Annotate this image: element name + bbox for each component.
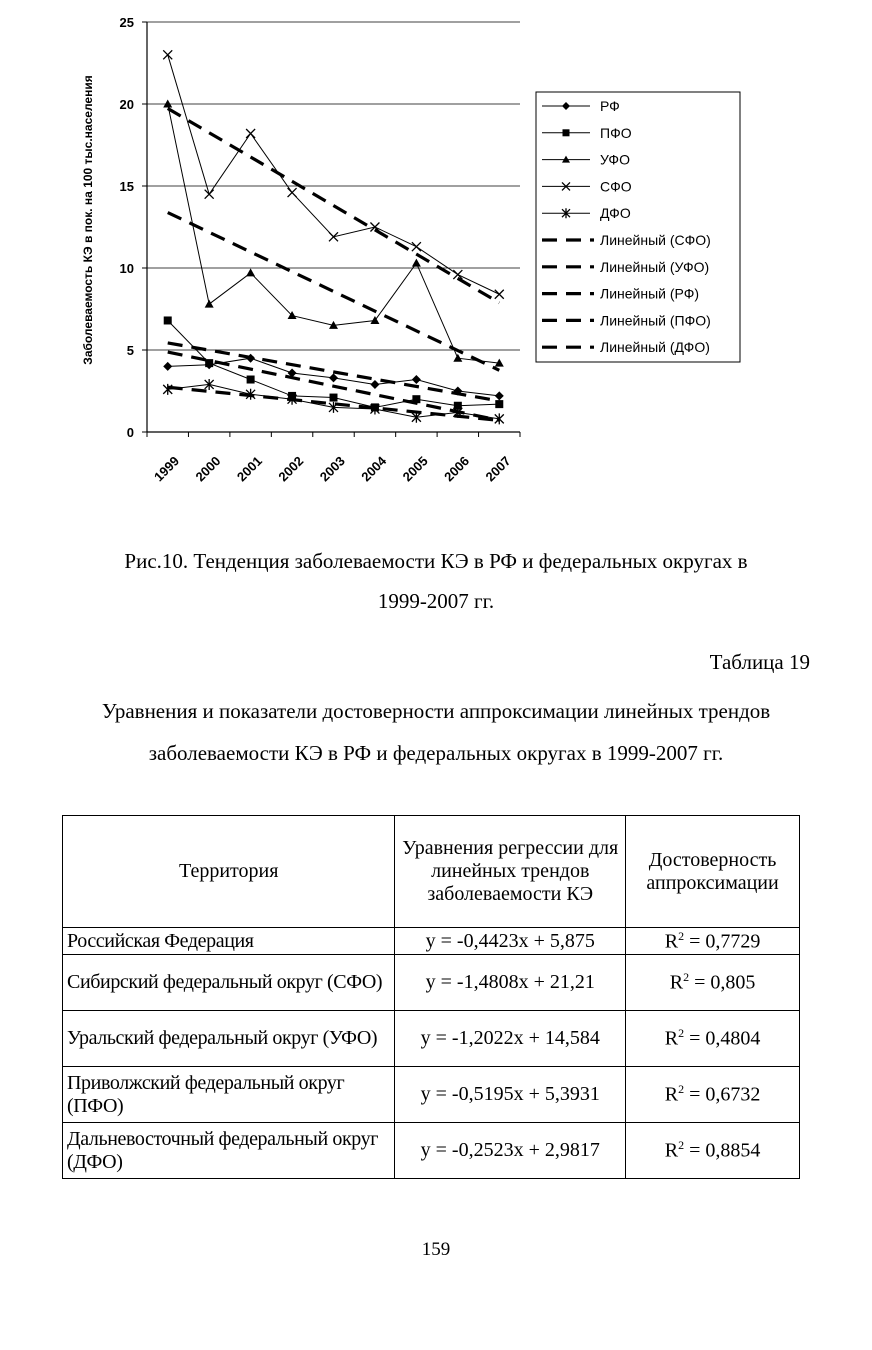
r2-equals: = [684,1139,706,1162]
square-marker [330,394,338,402]
r2-value: 0,805 [710,971,756,994]
r2-superscript: 2 [678,928,685,943]
table-row [63,1067,800,1123]
triangle-marker [412,259,421,267]
table-title-line-1: Уравнения и показатели достоверности аппроксимации линейных трендов [101,699,771,723]
r2-prefix: R [664,1139,679,1162]
series-line [168,384,500,418]
table-row [63,955,800,1011]
r-squared-cell [626,1011,800,1067]
r-squared-cell [626,928,800,955]
x-tick-label: 2002 [275,453,307,485]
x-marker [163,50,172,59]
x-marker [495,290,504,299]
y-tick-label: 0 [126,425,134,440]
diamond-marker [329,373,338,382]
territory-cell: Дальневосточный федеральный округ (ДФО) [63,1123,395,1179]
r-squared-cell [626,1067,800,1123]
legend-label: Линейный (УФО) [600,258,710,275]
r2-prefix: R [669,971,684,994]
legend-label: РФ [600,98,620,114]
x-marker [453,270,462,279]
square-marker [412,395,420,403]
header-approximation: Достоверность аппроксимации [626,816,800,928]
x-tick-label: 2005 [399,453,431,485]
territory-cell: Сибирский федеральный округ (СФО) [63,955,395,1011]
diamond-marker [412,375,421,384]
figure-caption [60,541,812,621]
x-tick-label: 2004 [358,453,390,485]
table-row [63,928,800,955]
r-squared-cell [626,1123,800,1179]
r-squared-cell [626,955,800,1011]
legend-label: ПФО [600,124,632,141]
equation-cell: y = -1,4808x + 21,21 [395,955,626,1011]
square-marker [205,359,213,367]
legend-label: Линейный (ДФО) [600,339,710,356]
legend-label: Линейный (РФ) [600,285,699,302]
square-marker [247,376,255,384]
y-axis-label: Заболеваемость КЭ в пок. на 100 тыс.населения [81,75,95,365]
x-marker [288,188,297,197]
diamond-marker [163,362,172,371]
x-tick-label: 2000 [192,453,224,485]
trend-line [168,108,500,302]
legend-label: УФО [600,151,630,168]
series-line [168,55,500,294]
equation-cell: y = -1,2022x + 14,584 [395,1011,626,1067]
territory-cell: Уральский федеральный округ (УФО) [63,1011,395,1067]
territory-cell: Российская Федерация [63,928,395,955]
r2-value: 0,6732 [705,1083,761,1106]
triangle-marker [453,354,462,362]
x-tick-label: 2007 [482,453,514,485]
header-territory: Территория [63,816,395,928]
table-row [63,1011,800,1067]
r2-equals: = [684,930,706,953]
legend-label: ДФО [600,205,631,222]
legend-label: СФО [600,178,632,195]
series-СФО [163,50,504,298]
x-tick-label: 1999 [151,453,183,485]
equation-cell: y = -0,5195x + 5,3931 [395,1067,626,1123]
r2-prefix: R [664,1027,679,1050]
r2-value: 0,7729 [705,930,761,953]
r2-superscript: 2 [683,970,690,985]
chart-grid [147,22,520,350]
y-tick-label: 15 [119,179,134,194]
x-tick-labels [151,453,514,485]
triangle-marker [370,316,379,324]
table-title-line-2: заболеваемости КЭ в РФ и федеральных округах в 1999-2007 гг. [148,741,724,765]
triangle-marker [246,268,255,276]
table-label: Таблица 19 [709,650,810,674]
equation-cell: y = -0,4423x + 5,875 [395,928,626,955]
equation-cell: y = -0,2523x + 2,9817 [395,1123,626,1179]
figure-caption-line-2: 1999-2007 гг. [377,589,495,613]
table-title [40,690,832,774]
r2-value: 0,8854 [705,1139,761,1162]
x-tick-label: 2003 [316,453,348,485]
figure-caption-line-1: Рис.10. Тенденция заболеваемости КЭ в РФ и федеральных округах в [124,549,748,573]
r2-equals: = [689,971,711,994]
y-tick-label: 5 [126,343,134,358]
table-header-row [63,816,800,928]
chart-legend [536,92,740,362]
x-tick-label: 2001 [233,453,265,485]
x-marker [246,129,255,138]
data-series [163,50,504,424]
y-tick-label: 25 [119,15,134,30]
square-marker [563,129,570,136]
x-marker [329,232,338,241]
triangle-marker [163,100,172,108]
diamond-marker [370,380,379,389]
diamond-marker [246,354,255,363]
regression-table [62,815,800,1179]
r2-superscript: 2 [678,1138,685,1153]
table-body [63,928,800,1179]
x-marker [205,190,214,199]
territory-cell: Приволжский федеральный округ (ПФО) [63,1067,395,1123]
x-tick-label: 2006 [441,453,473,485]
incidence-chart [0,0,872,520]
r2-prefix: R [664,930,679,953]
y-tick-labels [120,15,134,440]
triangle-marker [205,300,214,308]
square-marker [164,316,172,324]
header-equation: Уравнения регрессии для линейных трендов заболеваемости КЭ [395,816,626,928]
y-tick-label: 10 [119,261,134,276]
r2-value: 0,4804 [705,1027,761,1050]
r2-equals: = [684,1027,706,1050]
r2-equals: = [684,1083,706,1106]
chart-axes [142,22,520,437]
square-marker [495,400,503,408]
x-marker [412,242,421,251]
r2-superscript: 2 [678,1026,685,1041]
table-row [63,1123,800,1179]
r2-superscript: 2 [678,1082,685,1097]
legend-label: Линейный (СФО) [600,232,711,248]
r2-prefix: R [664,1083,679,1106]
page-number: 159 [421,1239,451,1260]
diamond-marker [495,391,504,400]
legend-label: Линейный (ПФО) [600,312,711,329]
y-tick-label: 20 [119,97,134,112]
